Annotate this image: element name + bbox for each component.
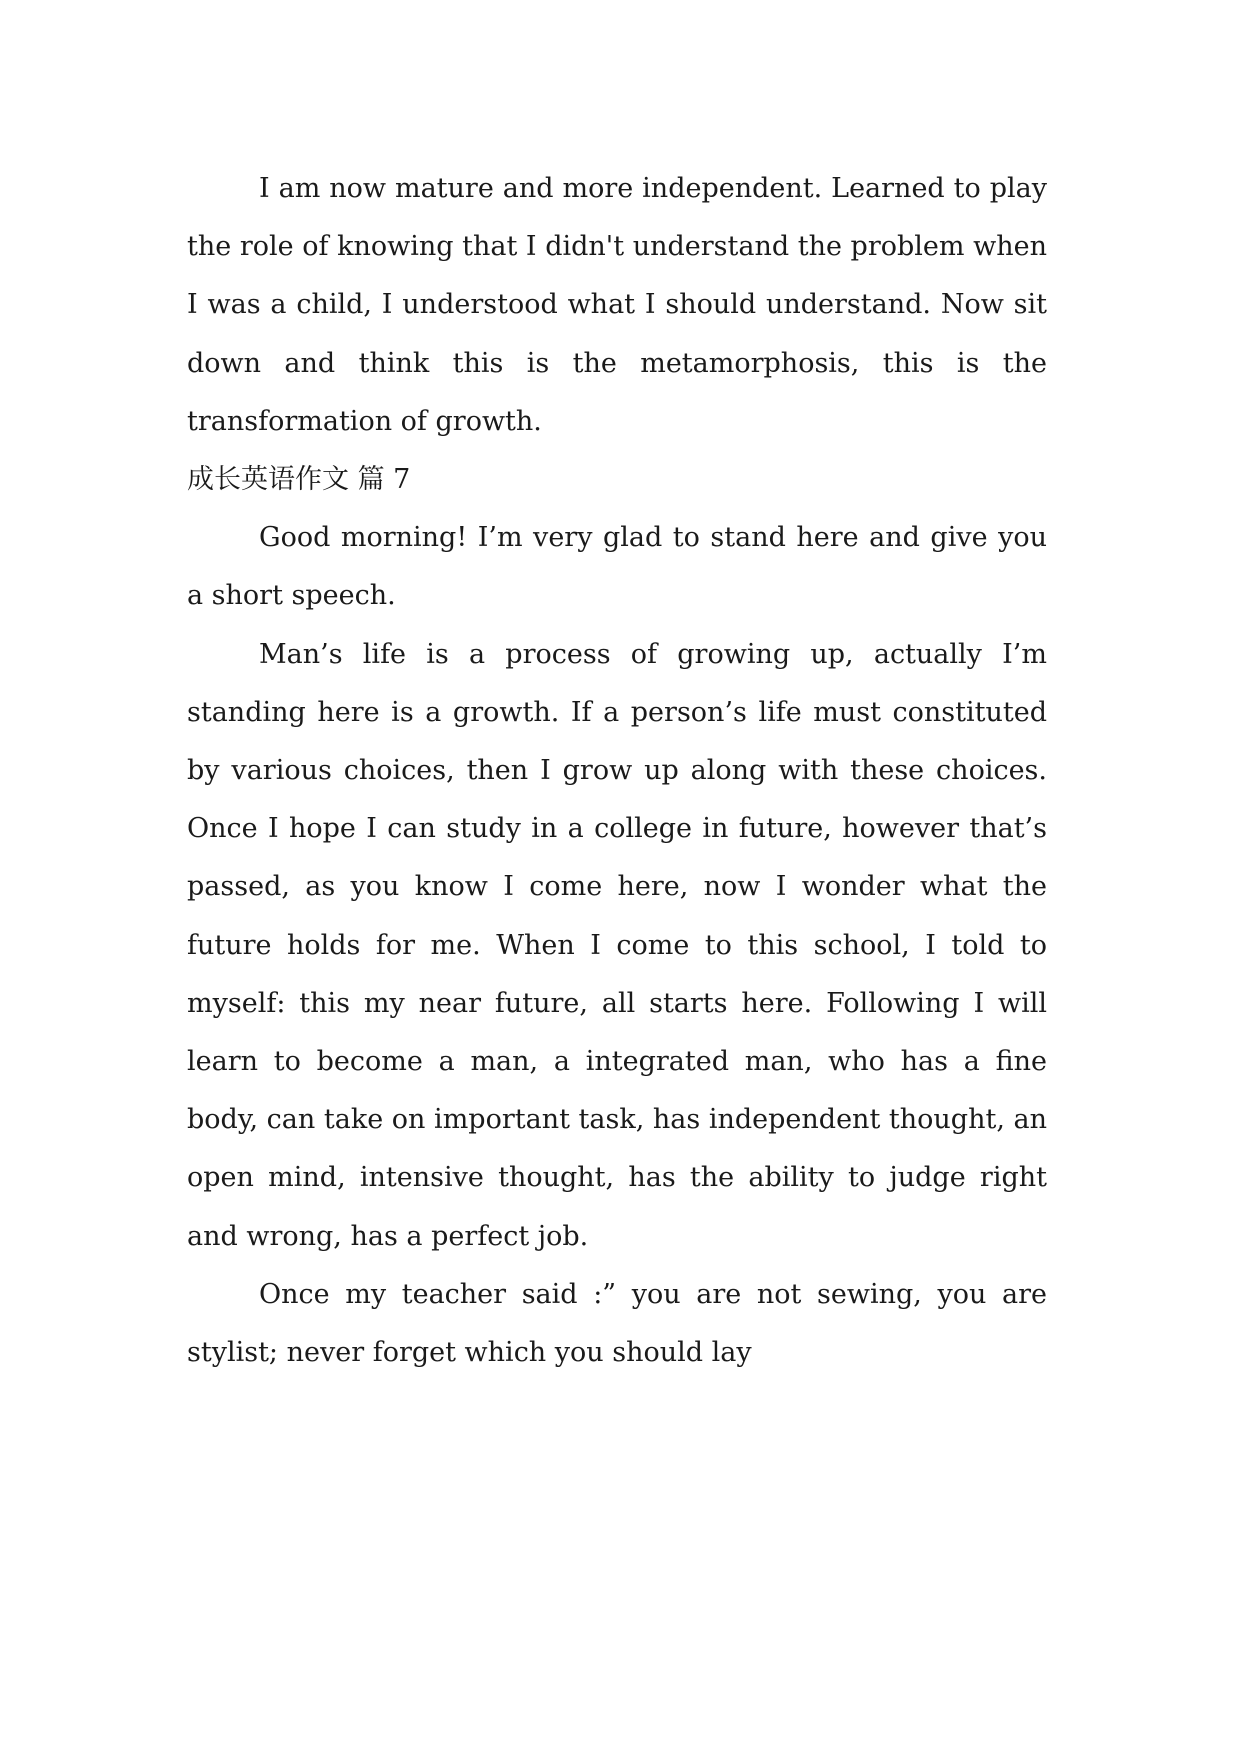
- document-body: [187, 160, 1047, 1382]
- paragraph: I am now mature and more independent. Learned to play the role of knowing that I didn't understand the problem when I was a child, I understood what I should understand. Now sit down and think this is the metamorphosis, this is the transformation of growth.: [187, 173, 1047, 437]
- paragraph: Man’s life is a process of growing up, actually I’m standing here is a growth. If a person’s life must constituted by various choices, then I grow up along with these choices. Once I hope I can study in a college in future, however that’s passed, as you know I come here, now I wonder what the future holds for me. When I come to this school, I told to myself: this my near future, all starts here. Following I will learn to become a man, a integrated man, who has a fine body, can take on important task, has independent thought, an open mind, intensive thought, has the ability to judge right and wrong, has a perfect job.: [187, 638, 1047, 1252]
- section-heading: 成长英语作文 篇 7: [187, 464, 411, 496]
- paragraph: Good morning! I’m very glad to stand here and give you a short speech.: [187, 522, 1047, 612]
- paragraph: Once my teacher said :” you are not sewing, you are stylist; never forget which you should lay: [187, 1278, 1047, 1369]
